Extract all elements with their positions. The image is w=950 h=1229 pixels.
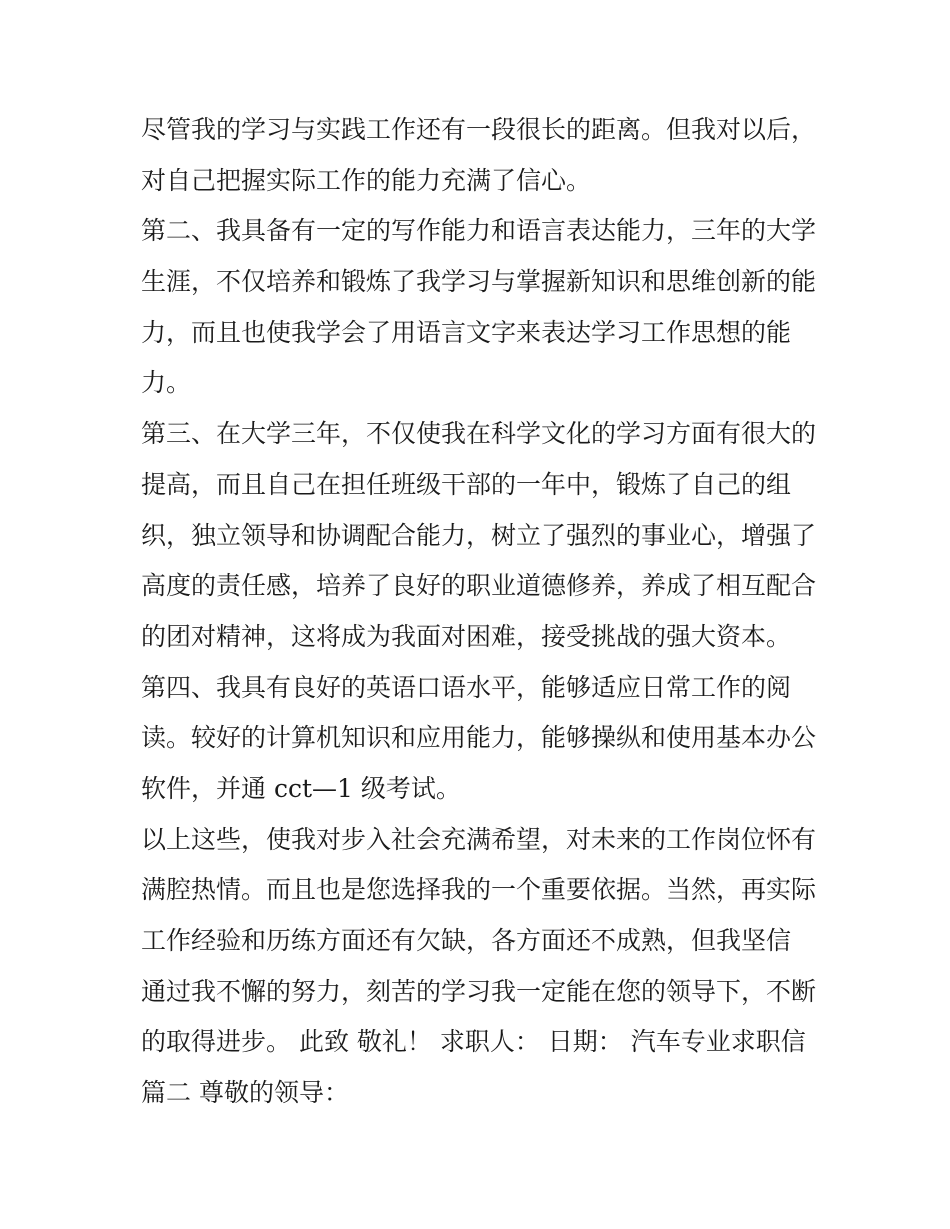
text-line: 软件，并通 cct—1 级考试。: [141, 773, 461, 803]
text-line: 第四、我具有良好的英语口语水平，能够适应日常工作的阅: [141, 672, 792, 702]
text-line: 第三、在大学三年，不仅使我在科学文化的学习方面有很大的: [141, 419, 817, 449]
text-line: 高度的责任感，培养了良好的职业道德修养，养成了相互配合: [141, 571, 817, 601]
text-line: 第二、我具备有一定的写作能力和语言表达能力，三年的大学: [141, 216, 817, 246]
text-line: 通过我不懈的努力，刻苦的学习我一定能在您的领导下，不断: [141, 976, 817, 1006]
text-line: 力。: [141, 368, 192, 398]
text-line: 篇二 尊敬的领导：: [141, 1078, 349, 1108]
text-line: 的团对精神，这将成为我面对困难，接受挑战的强大资本。: [141, 621, 792, 651]
text-line: 工作经验和历练方面还有欠缺，各方面还不成熟，但我坚信: [141, 926, 792, 955]
text-line: 提高，而且自己在担任班级干部的一年中，锻炼了自己的组: [141, 469, 792, 499]
text-line: 对自己把握实际工作的能力充满了信心。: [141, 165, 592, 195]
document-body: [141, 105, 821, 1119]
text-line: 织，独立领导和协调配合能力，树立了强烈的事业心，增强了: [141, 520, 817, 550]
text-line: 的取得进步。 此致 敬礼！ 求职人： 日期： 汽车专业求职信: [141, 1027, 806, 1057]
text-line: 生涯，不仅培养和锻炼了我学习与掌握新知识和思维创新的能: [141, 267, 817, 297]
text-line: 以上这些，使我对步入社会充满希望，对未来的工作岗位怀有: [141, 824, 817, 854]
text-line: 读。较好的计算机知识和应用能力，能够操纵和使用基本办公: [141, 723, 817, 753]
text-line: 力，而且也使我学会了用语言文字来表达学习工作思想的能: [141, 317, 792, 347]
text-line: 满腔热情。而且也是您选择我的一个重要依据。当然，再实际: [141, 875, 817, 905]
text-line: 尽管我的学习与实践工作还有一段很长的距离。但我对以后，: [141, 115, 817, 144]
